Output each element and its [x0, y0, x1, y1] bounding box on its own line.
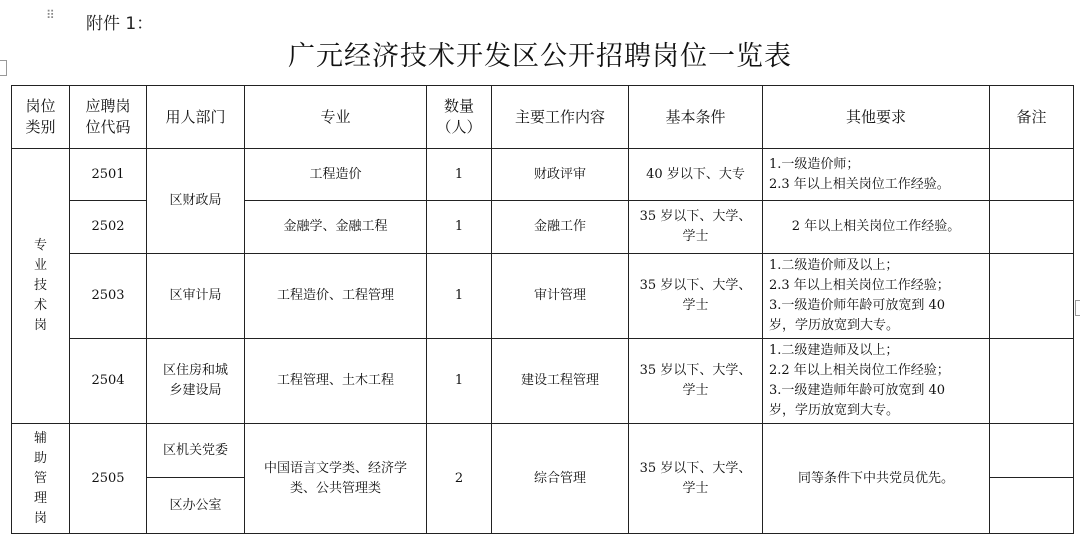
- notes-cell: [990, 424, 1074, 478]
- notes-cell: [990, 149, 1074, 201]
- header-cell-major: 专业: [245, 86, 427, 149]
- major-cell: 中国语言文学类、经济学 类、公共管理类: [245, 424, 427, 534]
- code-cell: 2503: [70, 254, 147, 339]
- major-cell: 工程造价、工程管理: [245, 254, 427, 339]
- header-cell-other: 其他要求: [763, 86, 990, 149]
- code-cell: 2505: [70, 424, 147, 534]
- recruitment-table: [11, 85, 1074, 534]
- other-cell: 同等条件下中共党员优先。: [763, 424, 990, 534]
- work-cell: 金融工作: [492, 201, 629, 254]
- other-cell: 2 年以上相关岗位工作经验。: [763, 201, 990, 254]
- notes-cell: [990, 478, 1074, 534]
- table-row: [12, 424, 1074, 478]
- category-cell-professional: 专业技术岗: [12, 149, 70, 424]
- notes-cell: [990, 339, 1074, 424]
- major-cell: 工程管理、土木工程: [245, 339, 427, 424]
- header-cell-code: 应聘岗 位代码: [70, 86, 147, 149]
- edge-marker-icon: [1075, 300, 1080, 316]
- dept-cell: 区办公室: [147, 478, 245, 534]
- other-cell: 1.一级造价师； 2.3 年以上相关岗位工作经验。: [763, 149, 990, 201]
- dept-cell: 区财政局: [147, 149, 245, 254]
- count-cell: 1: [427, 254, 492, 339]
- basic-cell: 40 岁以下、大专: [629, 149, 763, 201]
- basic-cell: 35 岁以下、大学、 学士: [629, 201, 763, 254]
- notes-cell: [990, 254, 1074, 339]
- basic-cell: 35 岁以下、大学、 学士: [629, 339, 763, 424]
- other-cell: 1.二级造价师及以上； 2.3 年以上相关岗位工作经验； 3.一级造价师年龄可放宽到 40 岁，学历放宽到大专。: [763, 254, 990, 339]
- other-cell: 1.二级建造师及以上； 2.2 年以上相关岗位工作经验； 3.一级建造师年龄可放宽到 40 岁，学历放宽到大专。: [763, 339, 990, 424]
- header-cell-work: 主要工作内容: [492, 86, 629, 149]
- attachment-label: 附件 1：: [86, 14, 154, 34]
- major-cell: 工程造价: [245, 149, 427, 201]
- basic-cell: 35 岁以下、大学、 学士: [629, 424, 763, 534]
- header-cell-category: 岗位 类别: [12, 86, 70, 149]
- header-cell-count: 数量 （人）: [427, 86, 492, 149]
- count-cell: 2: [427, 424, 492, 534]
- table-header-row: [12, 86, 1074, 149]
- work-cell: 财政评审: [492, 149, 629, 201]
- basic-cell: 35 岁以下、大学、 学士: [629, 254, 763, 339]
- work-cell: 审计管理: [492, 254, 629, 339]
- header-cell-basic: 基本条件: [629, 86, 763, 149]
- drag-handle-icon[interactable]: ⠿: [46, 8, 54, 22]
- dept-cell: 区审计局: [147, 254, 245, 339]
- code-cell: 2501: [70, 149, 147, 201]
- count-cell: 1: [427, 201, 492, 254]
- page-title: 广元经济技术开发区公开招聘岗位一览表: [288, 41, 792, 72]
- dept-cell: 区机关党委: [147, 424, 245, 478]
- count-cell: 1: [427, 339, 492, 424]
- dept-cell: 区住房和城 乡建设局: [147, 339, 245, 424]
- table-row: [12, 149, 1074, 201]
- header-cell-notes: 备注: [990, 86, 1074, 149]
- table-row: [12, 339, 1074, 424]
- major-cell: 金融学、金融工程: [245, 201, 427, 254]
- work-cell: 综合管理: [492, 424, 629, 534]
- code-cell: 2504: [70, 339, 147, 424]
- count-cell: 1: [427, 149, 492, 201]
- work-cell: 建设工程管理: [492, 339, 629, 424]
- category-cell-auxiliary: 辅助管理岗: [12, 424, 70, 534]
- code-cell: 2502: [70, 201, 147, 254]
- notes-cell: [990, 201, 1074, 254]
- header-cell-dept: 用人部门: [147, 86, 245, 149]
- table-row: [12, 254, 1074, 339]
